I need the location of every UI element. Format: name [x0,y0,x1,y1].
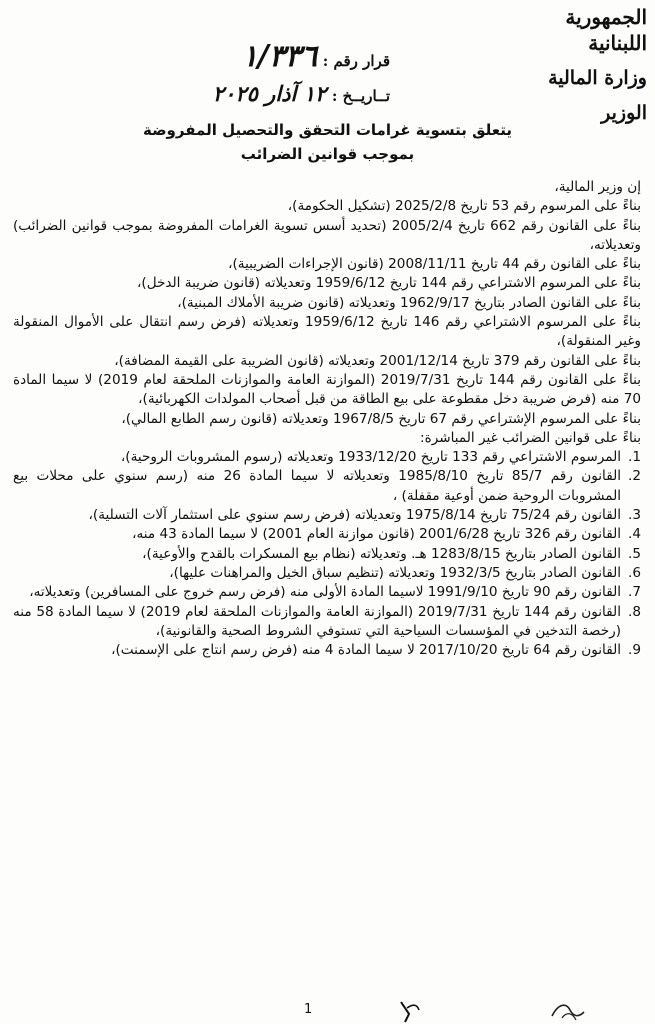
list-item [13,467,641,506]
list-item-text: القانون رقم 64 تاريخ 2017/10/20 لا سيما المادة 4 منه (فرض رسم انتاج على الإسمنت)، [111,642,621,659]
page-footer [0,998,655,1024]
list-item-number: 7. [628,584,641,601]
preamble-1: بناءً على المرسوم رقم 53 تاريخ 2025/2/8 (تشكيل الحكومة)، [287,198,641,215]
list-item-text: المرسوم الاشتراعي رقم 133 تاريخ 1933/12/20 وتعديلاته (رسوم المشروبات الروحية)، [120,449,621,466]
list-item [13,506,641,525]
subject-line-1: يتعلق بتسوية غرامات التحقق والتحصيل المفروضة [142,121,513,139]
page-number: 1 [304,1002,313,1017]
list-item [13,603,641,642]
subject-line-2: بموجب قوانين الضرائب [240,145,415,163]
opening-line: إن وزير المالية، [554,179,641,195]
handwritten-signature-icon [395,998,425,1024]
list-item-text: القانون الصادر بتاريخ 1283/8/15 هـ. وتعديلاته (نظام بيع المسكرات بالقدح والأوعية)، [142,545,621,562]
list-item-text: القانون رقم 90 تاريخ 1991/9/10 لاسيما المادة الأولى منه (فرض رسم خروج على المسافرين) وتعديلاته، [29,584,621,601]
list-item [13,564,641,583]
list-item-number: 6. [628,564,641,581]
list-item-number: 3. [628,507,641,524]
preamble-4: بناءً على المرسوم الاشتراعي رقم 144 تاريخ 1959/6/12 وتعديلاته (قانون ضريبة الدخل)، [137,275,641,292]
preamble-6: بناءً على المرسوم الاشتراعي رقم 146 تاريخ 1959/6/12 وتعديلاته (فرض رسم انتقال على الأموال المنقولة وغير المنقولة)، [13,314,641,350]
ministry-name: وزارة المالية [548,67,647,89]
decision-body [13,178,641,660]
decision-block [150,34,390,111]
list-item-text: القانون رقم 85/7 تاريخ 1985/8/10 وتعديلاته لا سيما المادة 26 منه (رسم سنوي على محلات بيع المشروبات الروحية ضمن أوعية مقفلة) ، [13,468,621,504]
list-item-number: 2. [628,468,641,485]
list-item-text: القانون الصادر بتاريخ 1932/3/5 وتعديلاته (تنظيم سباق الخيل والمراهنات عليها)، [169,564,621,581]
minister-title: الوزير [601,101,647,124]
list-item-number: 9. [628,642,641,659]
list-item-number: 5. [628,545,641,562]
list-item [13,545,641,564]
decision-date-row [150,79,390,111]
list-item [13,525,641,544]
list-item-number: 1. [628,449,641,466]
list-item [13,448,641,467]
ministry-header [522,4,647,125]
decision-subject [0,118,655,166]
preamble-8: بناءً على القانون رقم 144 تاريخ 2019/7/31 (الموازنة العامة والموازنات الملحقة لعام 2019) لا سيما المادة 70 منه (فرض ضريبة دخل مقطوعة على بيع الطاقة من قبل أصحاب المولدات الكهربائية)، [13,371,641,408]
preamble-3: بناءً على القانون رقم 44 تاريخ 2008/11/11 (قانون الإجراءات الضريبية)، [228,256,641,273]
decision-date: ١٢ آذار ٢٠٢٥ [212,82,327,106]
list-item-number: 8. [628,603,641,620]
decision-number-label: قرار رقم : [322,52,390,70]
preamble-7: بناءً على القانون رقم 379 تاريخ 2001/12/14 وتعديلاته (قانون الضريبة على القيمة المضافة)، [114,352,641,369]
list-item [13,583,641,602]
decision-number-row [150,34,390,79]
list-item-text: القانون رقم 326 تاريخ 2001/6/28 (قانون موازنة العام 2001) لا سيما المادة 43 منه، [132,526,621,543]
decision-number: ١/٣٣٦ [241,39,318,74]
preamble-2: بناءً على القانون رقم 662 تاريخ 2005/2/4 (تحديد أسس تسوية الغرامات المفروضة بموجب قوانين الضرائب) وتعديلاته، [13,217,641,253]
preamble-10: بناءً على قوانين الضرائب غير المباشرة: [420,429,641,446]
preamble-9: بناءً على المرسوم الإشتراعي رقم 67 تاريخ 1967/8/5 وتعديلاته (قانون رسم الطابع المالي)، [121,410,641,427]
list-item-text: القانون رقم 75/24 تاريخ 1975/8/14 وتعديلاته (فرض رسم سنوي على استثمار آلات التسلية)، [88,507,621,524]
decision-date-label: تــاريــخ : [331,87,390,105]
country-name: الجمهورية اللبنانية [565,5,647,55]
preamble-5: بناءً على القانون الصادر بتاريخ 1962/9/17 وتعديلاته (قانون ضريبة الأملاك المبنية)، [177,294,641,311]
list-item-number: 4. [628,526,641,543]
handwritten-initial-icon [548,998,588,1024]
list-item [13,641,641,660]
list-item-text: القانون رقم 144 تاريخ 2019/7/31 (الموازنة العامة والموازنات الملحقة لعام 2019) لا سيما المادة 58 منه (رخصة التدخين في المؤسسات السياحية التي تستوفي الشروط الصحية والقانونية)، [13,603,621,639]
